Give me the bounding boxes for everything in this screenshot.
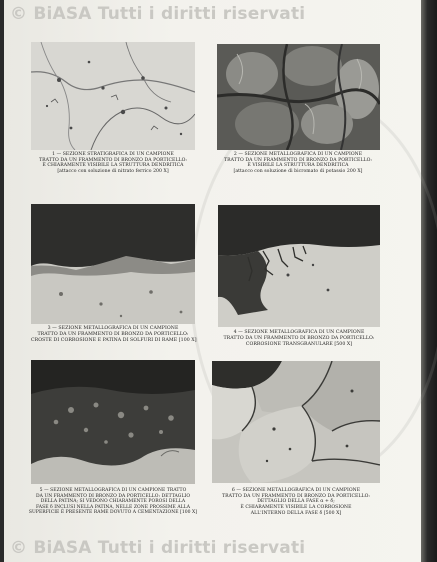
micrograph-1 [31, 42, 195, 150]
micrograph-5 [31, 360, 195, 484]
micrograph-3 [31, 204, 195, 324]
caption-6: 6 — SEZIONE METALLOGRAFICA DI UN CAMPIONE TRATTO DA UN FRAMMENTO DI BRONZO DA PORTICELLO: DETTAGLIO DELLA FASE α + δ; È CHIARAMENTE VISIBILE LA CORROSIONE ALL'INTERNO DELLA FASE δ [500 X] [221, 488, 371, 516]
caption-2: 2 — SEZIONE METALLOGRAFICA DI UN CAMPIONE TRATTO DA UN FRAMMENTO DI BRONZO DA PORTICELLO: È VISIBILE LA STRUTTURA DENDRITICA [attacco con soluzione di bicromato di potassio 200 X] [223, 152, 373, 175]
micrograph-2 [217, 44, 380, 150]
watermark-top: © BiASA Tutti i diritti riservati [10, 4, 306, 24]
caption-4: 4 — SEZIONE METALLOGRAFICA DI UN CAMPIONE TRATTO DA UN FRAMMENTO DI BRONZO DA PORTICELLO: CORROSIONE TRANSGRANULARE [500 X] [223, 330, 375, 347]
page-edge-shadow [0, 0, 4, 562]
caption-5: 5 — SEZIONE METALLOGRAFICA DI UN CAMPIONE TRATTO DA UN FRAMMENTO DI BRONZO DA PORTICELLO: DETTAGLIO DELLA PATINA; SI VEDONO CHIARAMENTE POROSI DELLA FASE δ INCLUSI NELLA PATINA, NELLE ZONE PROSSIME ALLA SUPERFICIE È PRESENTE RAME DOVUTO A CEMENTAZIONE [100 X] [28, 488, 198, 516]
watermark-bottom: © BiASA Tutti i diritti riservati [10, 538, 306, 558]
micrograph-6 [212, 361, 380, 483]
micrograph-4 [218, 205, 380, 327]
caption-3: 3 — SEZIONE METALLOGRAFICA DI UN CAMPIONE TRATTO DA UN FRAMMENTO DI BRONZO DA PORTICELLO: CROSTE DI CORROSIONE E PATINA DI SOLFURI DI RAME [100 X] [31, 326, 197, 343]
caption-1: 1 — SEZIONE STRATIGRAFICA DI UN CAMPIONE TRATTO DA UN FRAMMENTO DI BRONZO DA PORTICELLO: È CHIARAMENTE VISIBILE LA STRUTTURA DENDRITICA [attacco con soluzione di nitrato ferrico 200 X] [38, 152, 188, 175]
